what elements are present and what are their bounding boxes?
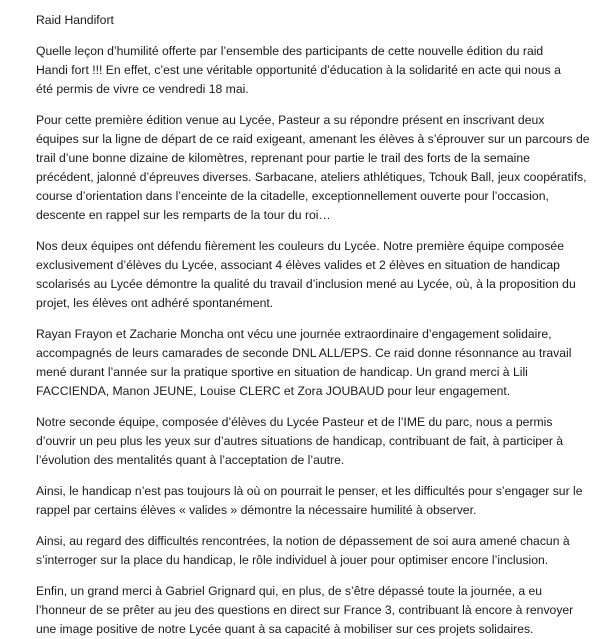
paragraph-first-edition [36,111,601,225]
paragraph-line: équipes sur la ligne de départ de ce raid exigeant, amenant les élèves à s’éprouver sur un parcours de [36,132,590,146]
paragraph-line: Nos deux équipes ont défendu fièrement les couleurs du Lycée. Notre première équipe composée [36,239,564,253]
paragraph-line: précédent, jalonné d’épreuves diverses. Sarbacane, ateliers athlétiques, Tchouk Ball, jeux coopératifs, [36,170,587,184]
document-title: Raid Handifort [36,13,114,27]
paragraph-line: Quelle leçon d’humilité offerte par l’ensemble des participants de cette nouvelle édition du raid [36,44,544,58]
paragraph-line: Ainsi, au regard des difficultés rencontrées, la notion de dépassement de soi aura amené chacun à [36,534,570,548]
paragraph-line: une image positive de notre Lycée quant à sa capacité à mobiliser sur ces projets solidaires. [36,622,534,636]
paragraph-line: FACCIENDA, Manon JEUNE, Louise CLERC et Zora JOUBAUD pour leur engagement. [36,384,511,398]
paragraph-line: l’évolution des mentalités quant à l’acceptation de l’autre. [36,453,345,467]
paragraph-line: s’interroger sur la place du handicap, le rôle individuel à jouer pour optimiser encore l’inclusion. [36,553,549,567]
paragraph-second-team [36,413,601,470]
paragraph-line: Pour cette première édition venue au Lycée, Pasteur a su répondre présent en inscrivant deux [36,113,545,127]
paragraph-line: d’ouvrir un peu plus les yeux sur d’autres situations de handicap, contribuant de fait, à participer à [36,434,564,448]
paragraph-line: Ainsi, le handicap n’est pas toujours là où on pourrait le penser, et les difficultés pour s’engager sur le [36,484,583,498]
paragraph-line: accompagnés de leurs camarades de seconde DNL ALL/EPS. Ce raid donne résonnance au travail [36,346,572,360]
paragraph-line: exclusivement d’élèves du Lycée, associant 4 élèves valides et 2 élèves en situation de handicap [36,258,560,272]
paragraph-difficulties [36,532,601,570]
paragraph-line: descente en rappel sur les remparts de la tour du roi… [36,208,331,222]
paragraph-line: trail d’une bonne dizaine de kilomètres, reprenant pour partie le trail des forts de la semaine [36,151,530,165]
paragraph-students [36,325,601,401]
paragraph-line: rappel par certains élèves « valides » démontre la nécessaire humilité à observer. [36,503,477,517]
paragraph-line: été permis de vivre ce vendredi 18 mai. [36,82,249,96]
paragraph-line: Notre seconde équipe, composée d’élèves du Lycée Pasteur et de l’IME du parc, nous a permis [36,415,553,429]
paragraph-line: scolarisés au Lycée démontre la qualité du travail d’inclusion mené au Lycée, où, à la proposition du [36,277,576,291]
paragraph-intro [36,42,601,99]
paragraph-line: Enfin, un grand merci à Gabriel Grignard qui, en plus, de s’être dépassé toute la journée, a eu [36,584,543,598]
paragraph-line: Handi fort !!! En effet, c’est une véritable opportunité d’éducation à la solidarité en acte qui nous a [36,63,561,77]
paragraph-handicap [36,482,601,520]
paragraph-line: Rayan Frayon et Zacharie Moncha ont vécu une journée extraordinaire d’engagement solidaire, [36,327,552,341]
paragraph-first-team [36,237,601,313]
paragraph-thanks [36,582,601,639]
paragraph-line: l’honneur de se prêter au jeu des questions en direct sur France 3, contribuant là encore à renvoyer [36,603,574,617]
paragraph-line: mené durant l’année sur la pratique sportive en situation de handicap. Un grand merci à Lili [36,365,528,379]
document-body [36,11,601,639]
paragraph-line: course d’orientation dans l’enceinte de la citadelle, exceptionnellement ouverte pour l’occasion, [36,189,549,203]
paragraph-line: projet, les élèves ont adhéré spontanément. [36,296,274,310]
